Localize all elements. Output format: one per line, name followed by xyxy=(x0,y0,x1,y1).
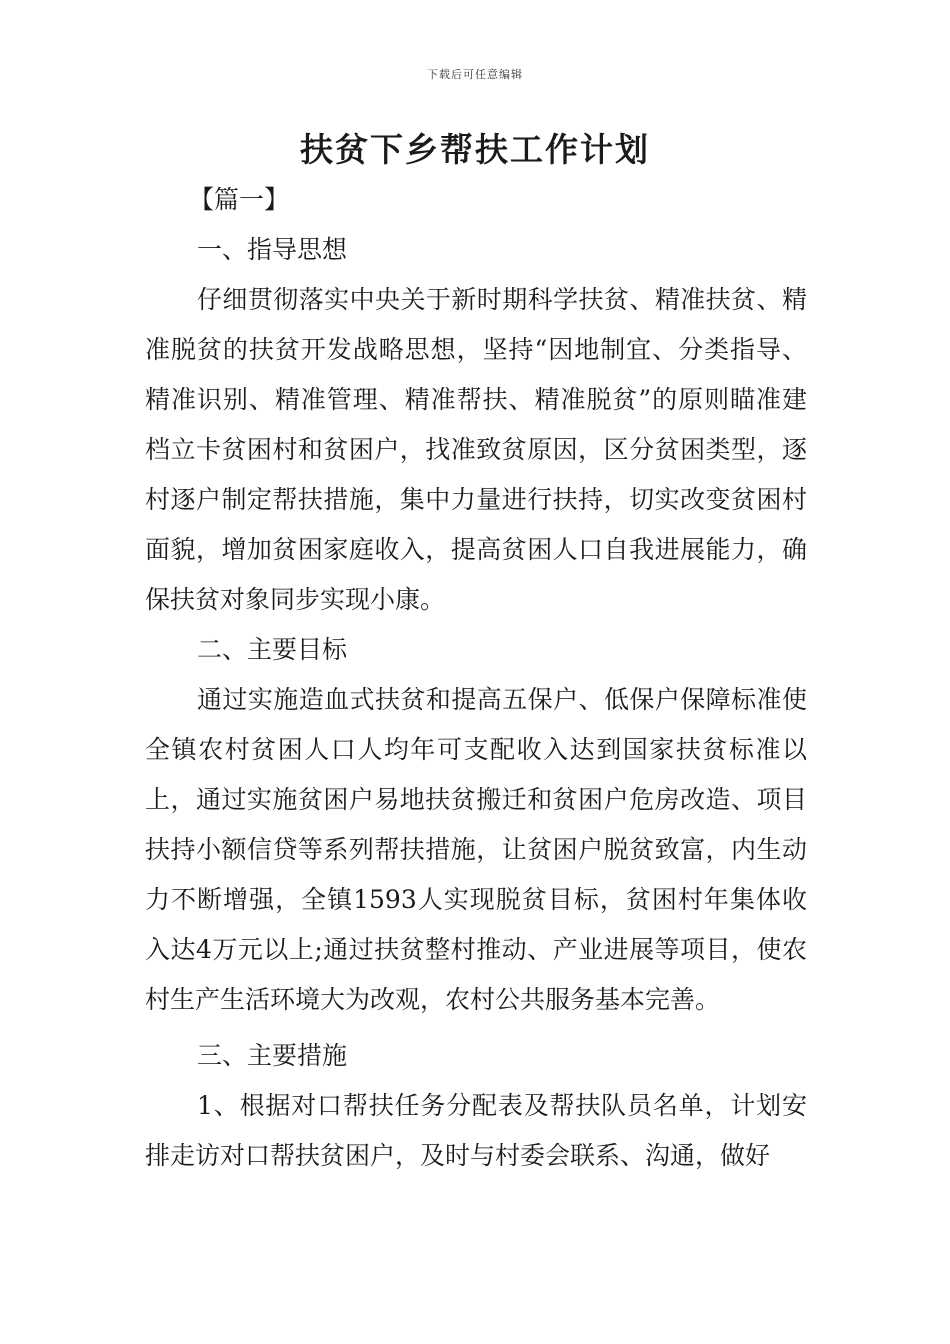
document-body xyxy=(145,175,807,1181)
section-paragraph-main-goals: 通过实施造血式扶贫和提高五保户、低保户保障标准使全镇农村贫困人口人均年可支配收入达到国家扶贫标准以上，通过实施贫困户易地扶贫搬迁和贫困户危房改造、项目扶持小额信贷等系列帮扶措施，让贫困户脱贫致富，内生动力不断增强，全镇1593人实现脱贫目标，贫困村年集体收入达4万元以上;通过扶贫整村推动、产业进展等项目，使农村生产生活环境大为改观，农村公共服务基本完善。 xyxy=(145,685,807,1014)
page-header-note: 下载后可任意编辑 xyxy=(427,68,523,81)
section-heading-guiding-thought: 一、指导思想 xyxy=(197,235,348,264)
section-heading-main-measures: 三、主要措施 xyxy=(197,1041,348,1070)
section-heading-main-goals: 二、主要目标 xyxy=(197,635,348,664)
document-title: 扶贫下乡帮扶工作计划 xyxy=(300,130,650,169)
section-paragraph-main-measures: 1、根据对口帮扶任务分配表及帮扶队员名单，计划安排走访对口帮扶贫困户，及时与村委会联系、沟通，做好 xyxy=(145,1091,807,1170)
section-paragraph-guiding-thought: 仔细贯彻落实中央关于新时期科学扶贫、精准扶贫、精准脱贫的扶贫开发战略思想，坚持“因地制宜、分类指导、精准识别、精准管理、精准帮扶、精准脱贫”的原则瞄准建档立卡贫困村和贫困户，找准致贫原因，区分贫困类型，逐村逐户制定帮扶措施，集中力量进行扶持，切实改变贫困村面貌，增加贫困家庭收入，提高贫困人口自我进展能力，确保扶贫对象同步实现小康。 xyxy=(145,285,807,614)
part-label: 【篇一】 xyxy=(189,185,290,214)
